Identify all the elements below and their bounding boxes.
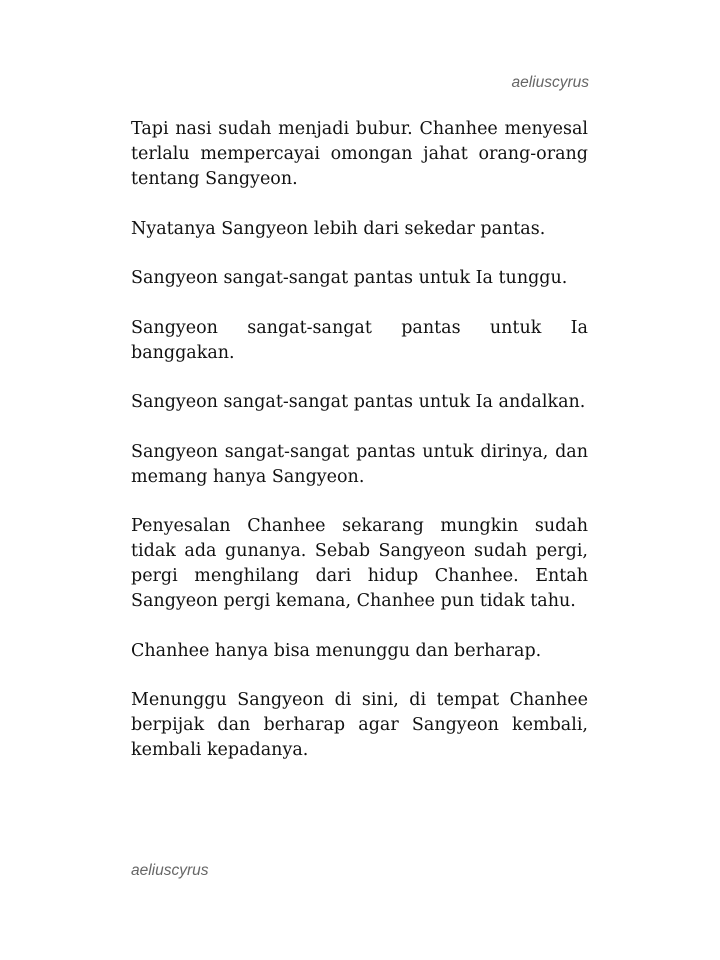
paragraph: Sangyeon sangat-sangat pantas untuk Ia banggakan. [131, 317, 588, 363]
paragraph: Tapi nasi sudah menjadi bubur. Chanhee menyesal terlalu mempercayai omongan jahat orang-orang tentang Sangyeon. [131, 119, 588, 189]
header-watermark: aeliuscyrus [511, 74, 589, 91]
paragraph: Nyatanya Sangyeon lebih dari sekedar pantas. [131, 218, 546, 239]
paragraph: Penyesalan Chanhee sekarang mungkin sudah tidak ada gunanya. Sebab Sangyeon sudah pergi, pergi menghilang dari hidup Chanhee. Entah Sangyeon pergi kemana, Chanhee pun tidak tahu. [131, 516, 588, 611]
paragraph: Sangyeon sangat-sangat pantas untuk Ia tunggu. [131, 268, 568, 288]
footer-watermark: aeliuscyrus [131, 862, 209, 879]
paragraph: Sangyeon sangat-sangat pantas untuk Ia andalkan. [131, 392, 586, 412]
story-text [131, 117, 588, 763]
paragraph: Sangyeon sangat-sangat pantas untuk dirinya, dan memang hanya Sangyeon. [131, 441, 588, 487]
paragraph: Menunggu Sangyeon di sini, di tempat Chanhee berpijak dan berharap agar Sangyeon kembali, kembali kepadanya. [131, 690, 588, 760]
paragraph: Chanhee hanya bisa menunggu dan berharap. [131, 640, 542, 661]
